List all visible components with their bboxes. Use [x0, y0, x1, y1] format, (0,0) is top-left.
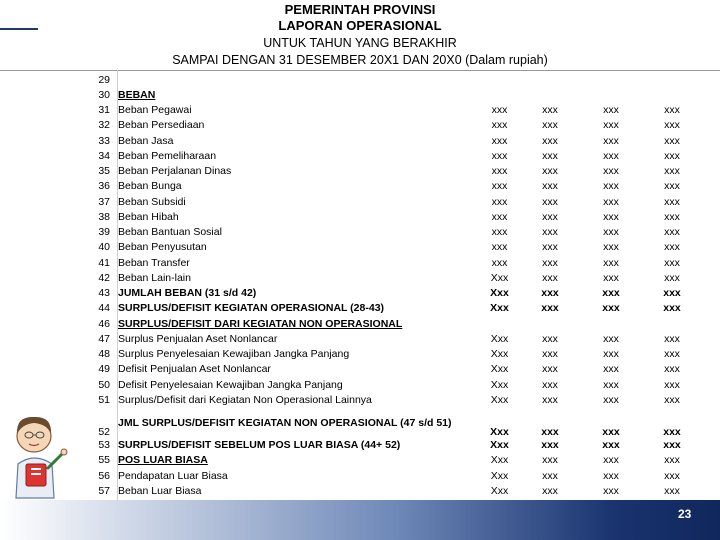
row-number: 41	[98, 256, 110, 269]
value-cell: xxx	[603, 134, 619, 147]
value-cell: xxx	[664, 165, 680, 178]
value-cell: Xxx	[490, 393, 509, 406]
value-cell: xxx	[664, 332, 680, 345]
value-cell: xxx	[664, 454, 680, 467]
value-cell: Xxx	[490, 439, 509, 452]
value-cell: xxx	[542, 393, 558, 406]
row-number: 30	[98, 88, 110, 101]
table-row	[88, 118, 697, 133]
row-label: Beban Jasa	[118, 134, 174, 147]
row-number: 38	[98, 210, 110, 223]
value-cell: Xxx	[490, 332, 509, 345]
value-cell: xxx	[664, 210, 680, 223]
value-cell: xxx	[542, 256, 558, 269]
value-cell: xxx	[542, 180, 558, 193]
table-row	[88, 164, 697, 179]
value-cell	[525, 72, 575, 87]
table-row	[88, 286, 697, 301]
value-cell: xxx	[542, 332, 558, 345]
row-number: 39	[98, 226, 110, 239]
value-cell: xxx	[603, 469, 619, 482]
value-cell: xxx	[603, 180, 619, 193]
row-label: Beban Pemeliharaan	[118, 149, 217, 162]
table-row	[88, 72, 697, 87]
government-title: PEMERINTAH PROVINSI	[284, 2, 436, 17]
value-cell: xxx	[603, 210, 619, 223]
value-cell: xxx	[491, 104, 508, 117]
value-cell: xxx	[541, 302, 559, 315]
row-number: 50	[98, 378, 110, 391]
row-label: Beban Lain-lain	[118, 271, 191, 284]
value-cell: Xxx	[490, 348, 509, 361]
row-label: Surplus Penyelesaian Kewajiban Jangka Panjang	[118, 348, 350, 361]
row-label: Beban Transfer	[118, 256, 190, 269]
table-row	[88, 408, 697, 438]
row-number: 52	[98, 425, 110, 438]
value-cell: xxx	[664, 134, 680, 147]
value-cell: xxx	[491, 134, 508, 147]
value-cell: xxx	[664, 271, 680, 284]
row-number: 36	[98, 180, 110, 193]
value-cell: xxx	[603, 454, 619, 467]
value-cell: xxx	[541, 287, 559, 300]
value-cell: xxx	[541, 439, 559, 452]
row-label: Beban Perjalanan Dinas	[118, 165, 232, 178]
value-cell: xxx	[542, 119, 558, 132]
value-cell: xxx	[664, 469, 680, 482]
value-cell: xxx	[602, 439, 620, 452]
value-cell: xxx	[542, 104, 558, 117]
row-label: Beban Pegawai	[118, 104, 192, 117]
table-row	[88, 347, 697, 362]
table-row	[88, 316, 697, 331]
row-label: Surplus Penjualan Aset Nonlancar	[118, 332, 278, 345]
table-row	[88, 87, 697, 102]
row-label: Beban Bantuan Sosial	[118, 226, 222, 239]
table-row	[88, 240, 697, 255]
value-cell: Xxx	[490, 425, 509, 438]
section-heading-non-operational: SURPLUS/DEFISIT DARI KEGIATAN NON OPERASIONAL	[118, 317, 403, 330]
value-cell: xxx	[542, 226, 558, 239]
total-row-label: JML SURPLUS/DEFISIT KEGIATAN NON OPERASIONAL (47 s/d 51)	[118, 416, 452, 429]
row-number: 49	[98, 363, 110, 376]
teacher-clipart-illustration	[2, 408, 72, 500]
value-cell: xxx	[603, 226, 619, 239]
row-label: Beban Subsidi	[118, 195, 186, 208]
row-label: Beban Penyusutan	[118, 241, 207, 254]
value-cell: xxx	[603, 484, 619, 497]
row-number: 34	[98, 149, 110, 162]
value-cell: xxx	[603, 348, 619, 361]
row-number: 37	[98, 195, 110, 208]
value-cell	[647, 316, 697, 331]
row-label: Beban Luar Biasa	[118, 484, 202, 497]
value-cell: xxx	[664, 378, 680, 391]
value-cell: xxx	[491, 165, 508, 178]
table-row	[88, 270, 697, 285]
value-cell: Xxx	[490, 469, 509, 482]
value-cell: xxx	[664, 363, 680, 376]
value-cell: xxx	[603, 119, 619, 132]
value-cell: Xxx	[490, 484, 509, 497]
row-label	[118, 72, 474, 87]
row-label: Pendapatan Luar Biasa	[118, 469, 228, 482]
row-number: 32	[98, 119, 110, 132]
value-cell: xxx	[542, 454, 558, 467]
table-row	[88, 209, 697, 224]
value-cell: xxx	[602, 287, 620, 300]
table-row	[88, 148, 697, 163]
value-cell: Xxx	[490, 302, 509, 315]
row-number: 46	[98, 317, 110, 330]
table-row	[88, 194, 697, 209]
value-cell: xxx	[542, 469, 558, 482]
value-cell: xxx	[491, 119, 508, 132]
value-cell: xxx	[491, 241, 508, 254]
row-number: 31	[98, 104, 110, 117]
table-row	[88, 362, 697, 377]
row-label: Beban Hibah	[118, 210, 179, 223]
value-cell: Xxx	[490, 363, 509, 376]
value-cell: xxx	[664, 149, 680, 162]
value-cell: xxx	[664, 393, 680, 406]
value-cell: xxx	[603, 393, 619, 406]
row-number: 56	[98, 469, 110, 482]
value-cell: xxx	[602, 425, 620, 438]
value-cell: xxx	[491, 180, 508, 193]
row-label: Beban Persediaan	[118, 119, 205, 132]
value-cell: xxx	[602, 302, 620, 315]
value-cell: xxx	[491, 226, 508, 239]
value-cell: xxx	[664, 256, 680, 269]
report-title: LAPORAN OPERASIONAL	[278, 18, 442, 33]
value-cell: xxx	[542, 241, 558, 254]
value-cell: xxx	[491, 149, 508, 162]
value-cell	[575, 87, 647, 102]
value-cell: xxx	[603, 332, 619, 345]
table-row	[88, 331, 697, 346]
row-number: 51	[98, 393, 110, 406]
value-cell: xxx	[491, 210, 508, 223]
value-cell: xxx	[664, 226, 680, 239]
value-cell: xxx	[542, 134, 558, 147]
value-cell: xxx	[603, 378, 619, 391]
value-cell: xxx	[542, 484, 558, 497]
value-cell: xxx	[542, 195, 558, 208]
row-number: 47	[98, 332, 110, 345]
value-cell: xxx	[491, 256, 508, 269]
value-cell: xxx	[664, 484, 680, 497]
table-row	[88, 468, 697, 483]
value-cell: xxx	[603, 104, 619, 117]
value-cell: xxx	[603, 149, 619, 162]
row-number: 35	[98, 165, 110, 178]
header-divider	[0, 70, 720, 71]
value-cell: xxx	[603, 195, 619, 208]
value-cell	[575, 316, 647, 331]
row-label: Defisit Penjualan Aset Nonlancar	[118, 363, 271, 376]
value-cell: xxx	[541, 425, 559, 438]
section-heading-extraordinary: POS LUAR BIASA	[118, 454, 208, 467]
value-cell: xxx	[542, 210, 558, 223]
table-row	[88, 301, 697, 316]
row-label: Beban Bunga	[118, 180, 182, 193]
value-cell	[525, 87, 575, 102]
footer-gradient-bar	[0, 500, 720, 540]
table-row	[88, 438, 697, 453]
value-cell	[647, 72, 697, 87]
value-cell	[575, 72, 647, 87]
value-cell: xxx	[603, 165, 619, 178]
table-row	[88, 103, 697, 118]
value-cell: xxx	[542, 348, 558, 361]
total-row-label: JUMLAH BEBAN (31 s/d 42)	[118, 287, 257, 300]
total-row-label: SURPLUS/DEFISIT SEBELUM POS LUAR BIASA (44+ 52)	[118, 439, 401, 452]
table-row	[88, 377, 697, 392]
table-row	[88, 133, 697, 148]
value-cell: xxx	[664, 195, 680, 208]
total-row-label: SURPLUS/DEFISIT KEGIATAN OPERASIONAL (28-43)	[118, 302, 385, 315]
value-cell: xxx	[664, 104, 680, 117]
value-cell: xxx	[542, 271, 558, 284]
row-label: Surplus/Defisit dari Kegiatan Non Operasional Lainnya	[118, 393, 372, 406]
value-cell: xxx	[542, 363, 558, 376]
row-number: 53	[98, 439, 110, 452]
value-cell	[525, 316, 575, 331]
value-cell: xxx	[664, 180, 680, 193]
value-cell: xxx	[664, 119, 680, 132]
value-cell	[474, 316, 525, 331]
row-number: 33	[98, 134, 110, 147]
row-number: 57	[98, 484, 110, 497]
value-cell: xxx	[663, 439, 681, 452]
value-cell: xxx	[663, 287, 681, 300]
report-period-date: SAMPAI DENGAN 31 DESEMBER 20X1 DAN 20X0 (Dalam rupiah)	[172, 53, 548, 67]
value-cell: xxx	[663, 425, 681, 438]
value-cell: Xxx	[490, 287, 509, 300]
value-cell	[474, 87, 525, 102]
report-period-line: UNTUK TAHUN YANG BERAKHIR	[263, 36, 457, 50]
row-number: 43	[98, 287, 110, 300]
row-number: 40	[98, 241, 110, 254]
value-cell: xxx	[603, 256, 619, 269]
row-number: 42	[98, 271, 110, 284]
value-cell: xxx	[664, 241, 680, 254]
row-number: 48	[98, 348, 110, 361]
page-number: 23	[678, 507, 692, 521]
table-row	[88, 392, 697, 407]
row-number: 55	[98, 454, 110, 467]
value-cell: xxx	[663, 302, 681, 315]
table-row	[88, 255, 697, 270]
value-cell: Xxx	[490, 454, 509, 467]
table-row	[88, 453, 697, 468]
value-cell: xxx	[603, 363, 619, 376]
table-row	[88, 483, 697, 498]
value-cell: xxx	[664, 348, 680, 361]
table-row	[88, 225, 697, 240]
operational-report-table	[88, 72, 697, 499]
value-cell: Xxx	[490, 378, 509, 391]
section-heading-beban: BEBAN	[118, 88, 156, 101]
value-cell: xxx	[542, 378, 558, 391]
value-cell: xxx	[603, 241, 619, 254]
value-cell: xxx	[491, 195, 508, 208]
value-cell: xxx	[542, 149, 558, 162]
value-cell: xxx	[542, 165, 558, 178]
value-cell	[647, 87, 697, 102]
table-row	[88, 179, 697, 194]
row-number: 29	[98, 73, 110, 86]
value-cell	[474, 72, 525, 87]
row-number: 44	[98, 302, 110, 315]
row-label: Defisit Penyelesaian Kewajiban Jangka Panjang	[118, 378, 343, 391]
value-cell: Xxx	[490, 271, 509, 284]
value-cell: xxx	[603, 271, 619, 284]
